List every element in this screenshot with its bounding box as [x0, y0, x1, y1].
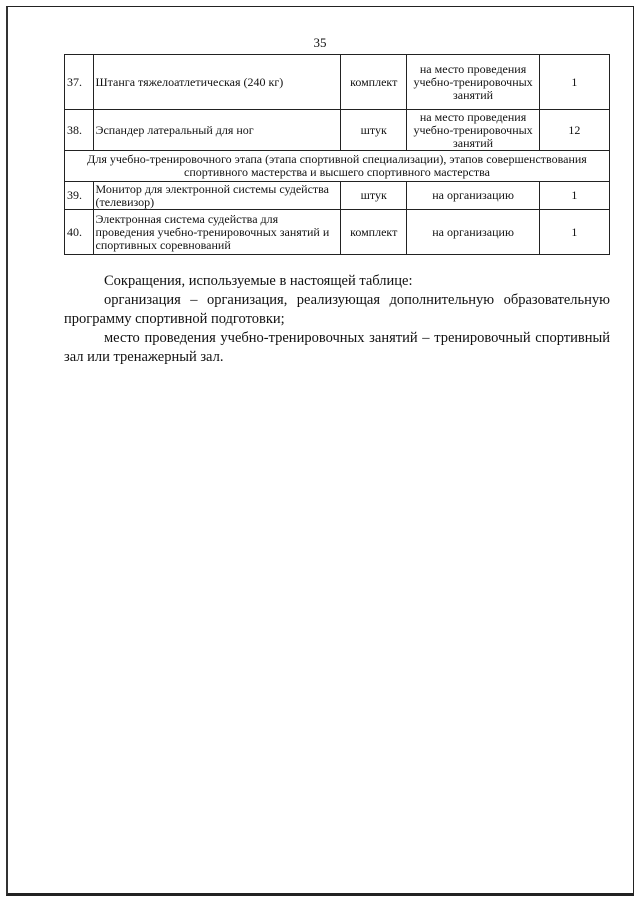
section-title: Для учебно-тренировочного этапа (этапа спортивной специализации), этапов совершенствования спортивного мастерства и высшего спортивного мастерства — [65, 151, 610, 182]
row-number: 37. — [65, 55, 94, 110]
equipment-table — [64, 54, 610, 255]
page-number: 35 — [313, 35, 327, 50]
table-row — [65, 182, 610, 210]
note-organization: организация – организация, реализующая дополнительную образовательную программу спортивной подготовки; — [64, 292, 610, 327]
unit-of-measure: комплект — [341, 210, 407, 255]
unit-of-measure: комплект — [341, 55, 407, 110]
distribution-place: на организацию — [407, 182, 539, 210]
quantity: 1 — [539, 55, 609, 110]
row-number: 40. — [65, 210, 94, 255]
item-name: Электронная система судейства для проведения учебно-тренировочных занятий и спортивных соревнований — [93, 210, 341, 255]
unit-of-measure: штук — [341, 110, 407, 151]
unit-of-measure: штук — [341, 182, 407, 210]
note-training-place: место проведения учебно-тренировочных занятий – тренировочный спортивный зал или тренажерный зал. — [64, 330, 610, 365]
abbreviations-notes — [64, 272, 610, 367]
distribution-place: на место проведения учебно-тренировочных занятий — [407, 55, 539, 110]
distribution-place: на место проведения учебно-тренировочных занятий — [407, 110, 539, 151]
item-name: Эспандер латеральный для ног — [93, 110, 341, 151]
item-name: Монитор для электронной системы судейства (телевизор) — [93, 182, 341, 210]
row-number: 39. — [65, 182, 94, 210]
quantity: 1 — [539, 182, 609, 210]
notes-intro: Сокращения, используемые в настоящей таблице: — [104, 273, 413, 289]
table-row — [65, 210, 610, 255]
distribution-place: на организацию — [407, 210, 539, 255]
quantity: 1 — [539, 210, 609, 255]
table-row — [65, 55, 610, 110]
row-number: 38. — [65, 110, 94, 151]
section-header-row — [65, 151, 610, 182]
table-row — [65, 110, 610, 151]
item-name: Штанга тяжелоатлетическая (240 кг) — [93, 55, 341, 110]
quantity: 12 — [539, 110, 609, 151]
